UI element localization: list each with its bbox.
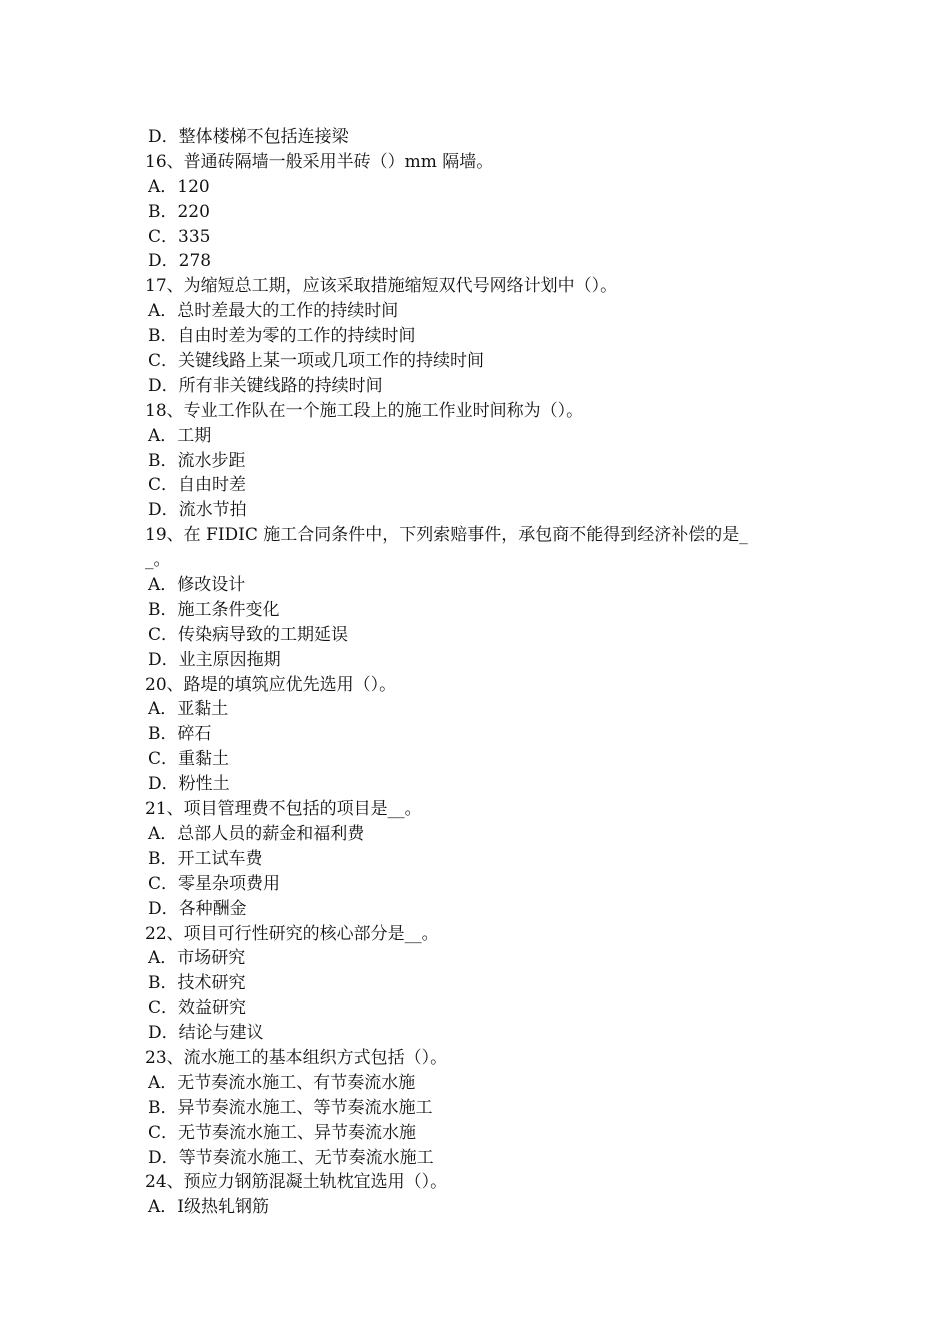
question-text: 16、普通砖隔墙一般采用半砖（）mm 隔墙。 <box>145 151 494 172</box>
exam-question-list <box>145 125 815 1220</box>
question-text: _。 <box>145 550 171 571</box>
answer-option: C．零星杂项费用 <box>148 873 281 894</box>
answer-option: A．总时差最大的工作的持续时间 <box>148 301 399 322</box>
question-text: 23、流水施工的基本组织方式包括（）。 <box>145 1047 448 1068</box>
answer-option: C．效益研究 <box>148 998 247 1019</box>
answer-option: D．整体楼梯不包括连接梁 <box>148 127 349 147</box>
answer-option: B．施工条件变化 <box>148 599 280 620</box>
answer-option: B．开工试车费 <box>148 848 263 869</box>
answer-option: A．工期 <box>148 425 212 446</box>
question-text: 21、项目管理费不包括的项目是__。 <box>145 799 422 820</box>
answer-option: A．修改设计 <box>148 575 246 596</box>
question-text: 24、预应力钢筋混凝土轨枕宜选用（）。 <box>145 1172 448 1193</box>
question-text: 20、路堤的填筑应优先选用（）。 <box>145 674 397 695</box>
answer-option: B．自由时差为零的工作的持续时间 <box>148 326 416 347</box>
answer-option: B．流水步距 <box>148 450 246 471</box>
answer-option: D．流水节拍 <box>148 500 247 521</box>
answer-option: C．无节奏流水施工、异节奏流水施 <box>148 1122 417 1143</box>
question-text: 18、专业工作队在一个施工段上的施工作业时间称为（）。 <box>145 400 584 421</box>
answer-option: A．总部人员的薪金和福利费 <box>148 823 365 844</box>
answer-option: A．无节奏流水施工、有节奏流水施 <box>148 1072 416 1093</box>
answer-option: A．市场研究 <box>148 948 246 969</box>
answer-option: A．Ⅰ级热轧钢筋 <box>148 1197 269 1218</box>
answer-option: B．技术研究 <box>148 973 246 994</box>
answer-option: A．亚黏土 <box>148 699 229 720</box>
answer-option: D．各种酬金 <box>148 898 247 919</box>
answer-option: A．120 <box>148 176 210 197</box>
answer-option: D．278 <box>148 251 212 272</box>
answer-option: B．220 <box>148 201 210 222</box>
answer-option: C．自由时差 <box>148 475 247 496</box>
answer-option: D．粉性土 <box>148 774 230 795</box>
answer-option: C．关键线路上某一项或几项工作的持续时间 <box>148 351 485 372</box>
question-text: 22、项目可行性研究的核心部分是__。 <box>145 923 439 944</box>
answer-option: C．传染病导致的工期延误 <box>148 624 349 645</box>
answer-option: C．重黏土 <box>148 749 230 770</box>
answer-option: D．等节奏流水施工、无节奏流水施工 <box>148 1147 434 1168</box>
answer-option: D．结论与建议 <box>148 1023 264 1044</box>
answer-option: D．业主原因拖期 <box>148 649 281 670</box>
question-text: 17、为缩短总工期，应该采取措施缩短双代号网络计划中（）。 <box>145 276 618 297</box>
answer-option: C．335 <box>148 226 211 247</box>
answer-option: B．异节奏流水施工、等节奏流水施工 <box>148 1097 433 1118</box>
question-text: 19、在 FIDIC 施工合同条件中，下列索赔事件，承包商不能得到经济补偿的是_ <box>145 525 748 546</box>
answer-option: D．所有非关键线路的持续时间 <box>148 375 383 396</box>
answer-option: B．碎石 <box>148 724 212 745</box>
